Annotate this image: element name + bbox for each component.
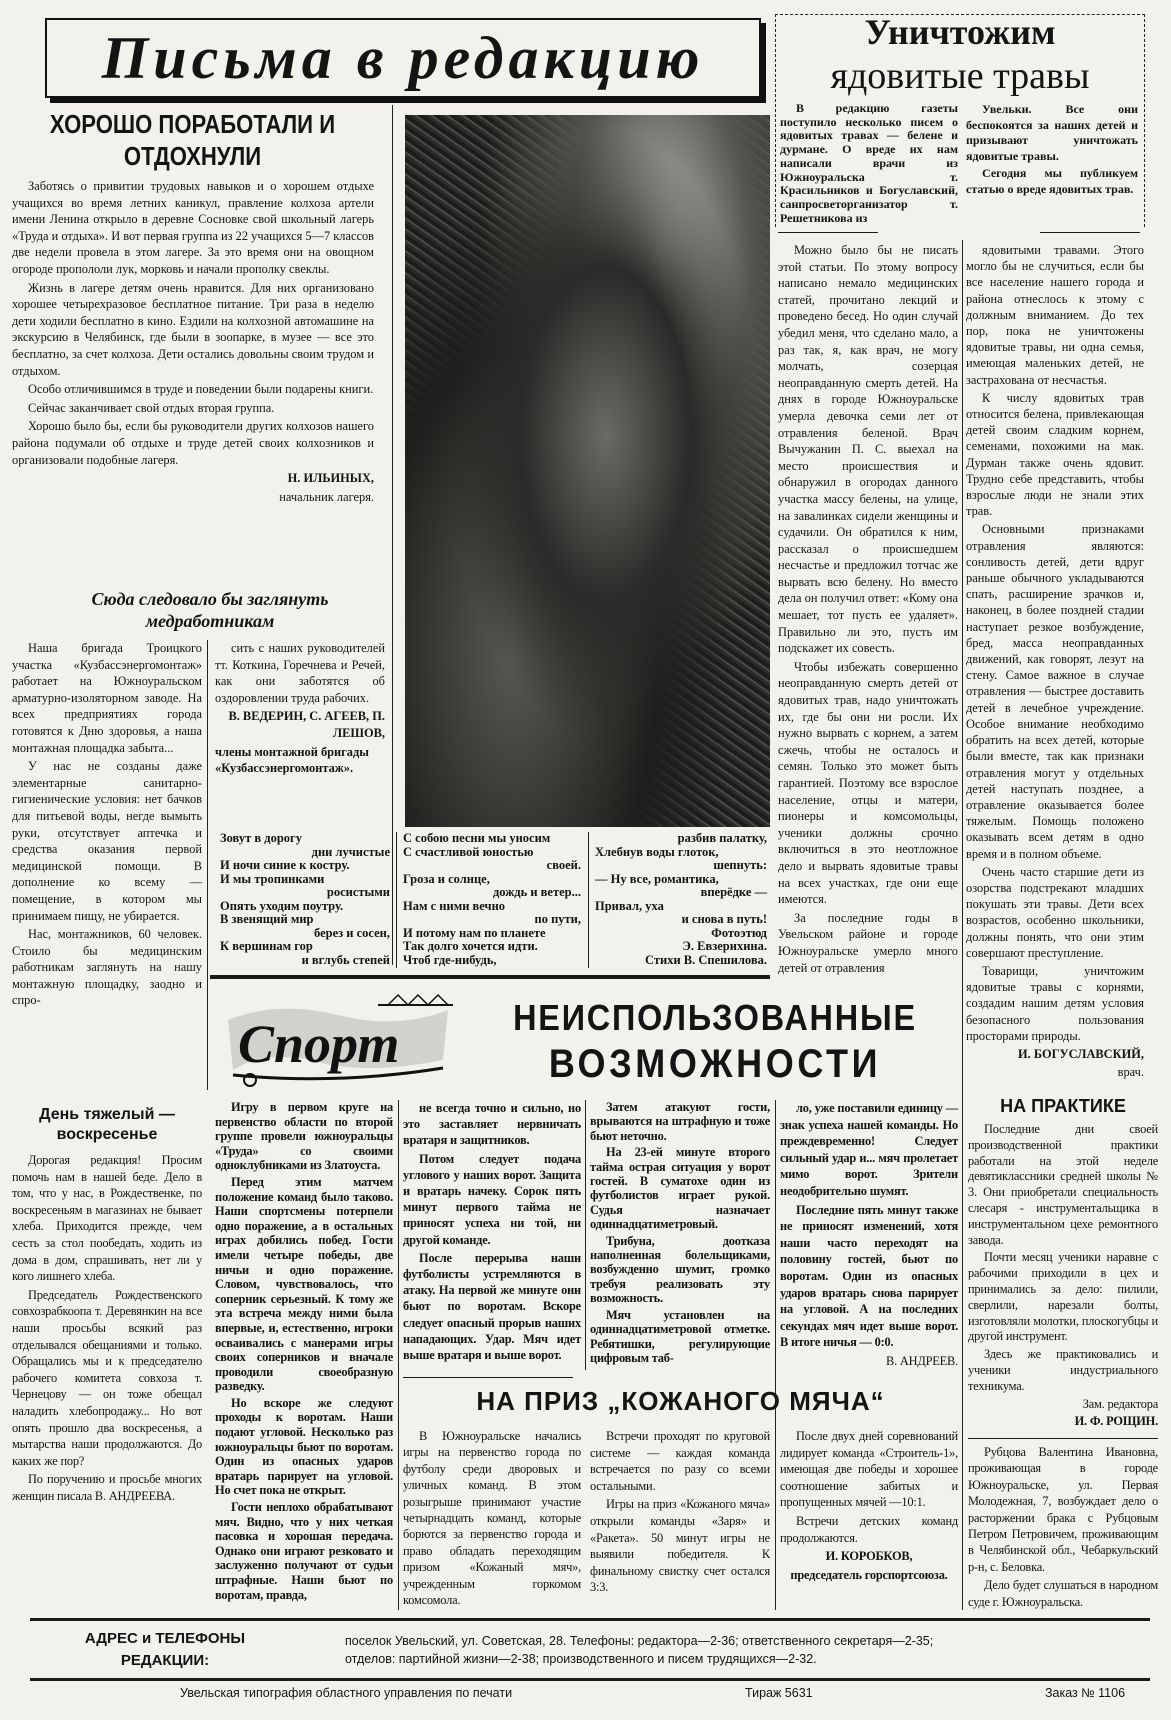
paragraph: Дорогая редакция! Просим помочь нам в нашей беде. Дело в том, что у нас, в Рождественке, по воскресеньям в магазинах не бывает хлеба. Приходится прежде, чем сесть за стол пообедать, ходить из дома в дом, спрашивать, нет ли у кого лишнего хлеба. — [12, 1153, 202, 1284]
paragraphs — [12, 178, 374, 468]
paragraph: Последние дни своей производственной практики работали на этой неделе девятиклассники средней школы № 3. Они приобретали специальность слесаря - инструментальщика в инструментальном цехе ремонтного завода. — [968, 1122, 1158, 1247]
poison-body-col1 — [778, 242, 958, 978]
column-rule — [585, 1100, 586, 1370]
paragraph: После двух дней соревнований лидирует команда «Строитель-1», имеющая две победы и хорошее соотношение забитых и пропущенных мячей —10:1. — [780, 1429, 958, 1510]
poem-line: вперёдке — — [700, 885, 767, 899]
paragraph: Особо отличившимся в труде и поведении были подарены книги. — [28, 382, 374, 397]
poison-signature: И. БОГУСЛАВСКИЙ, — [1018, 1046, 1144, 1061]
paragraph: ядовитыми травами. Этого могло бы не случиться, если бы все население нашего города и района отнеслось к этому с должным вниманием. До тех пор, пока не уничтожены ядовитые травы, ни одна семья, имеющая маленьких детей, не застрахована от несчастья. — [966, 243, 1144, 387]
paragraph: Сейчас заканчивает свой отдых вторая группа. — [28, 400, 275, 415]
divider — [30, 1678, 1150, 1681]
practice-signature: И. Ф. РОЩИН. — [1074, 1414, 1158, 1429]
paragraphs — [780, 1100, 958, 1351]
poem-line: К вершинам гор — [220, 939, 313, 953]
paragraph: Но вскоре же следуют проходы к воротам. Наши подают угловой. Несколько раз южноуральцы бьют по воротам. Один из опасных ударов вратарь парирует на угловой. Но счет пока не открыт. — [215, 1395, 393, 1498]
paragraphs — [215, 640, 385, 706]
poem-line: своей. — [546, 858, 581, 872]
ball-prize-col1 — [403, 1428, 581, 1610]
address-line1: поселок Увельский, ул. Советская, 28. Телефоны: редактора—2-36; ответственного секретаря—2-35; — [345, 1634, 934, 1648]
poem-line: Стихи В. Спешилова. — [645, 952, 767, 967]
paragraph: Гости неплохо обрабатывают мяч. Видно, что у них четкая пасовка и хорошая передача. Однако они играют резковато и заслуженно получают от судьи штрафные. Наши бьют по воротам, правда, — [215, 1500, 393, 1602]
paragraph: Чтобы избежать совершенно неоправданную смерть детей от ядовитых трав, надо уничтожать их, где бы они ни росли. Их нужно вырвать с корнем, а затем сжечь, чтобы не осталось и семян. Только это может быть гарантией. Поэтому все взрослое население, отцы и матери, пионеры и комсомольцы, ученики должны срочно включиться в это неотложное дело и вырвать ядовитые травы на всех участках, где они еще имеются. — [778, 659, 958, 907]
poem-col3 — [595, 832, 767, 967]
medics-article-title: Сюда следовало бы заглянуть медработникам — [91, 589, 329, 631]
paragraph: Последние пять минут также не приносят изменений, хотя наши часто переходят на половину гостей, бьют по воротам. Один из опасных ударов вратарь снова парирует на угловой. А на последних секундах мяч идет выше ворот. В итоге ничья — 0:0. — [780, 1202, 958, 1350]
paragraph: Жизнь в лагере детям очень нравится. Для них организовано хорошее четырехразовое бесплатное питание. Три раза в неделю дети ходили бесплатно в кино. Ездили на колхозной автомашине на экскурсию в Челябинск, где были в зоопарке, в музее — все это бесплатно, за счет колхоза. Дети остались довольны своим трудом и отдыхом. — [12, 280, 374, 378]
section-title-letters: Письма в редакцию — [45, 18, 761, 98]
sport-col3 — [590, 1100, 770, 1367]
poem-line: Гроза и солнце, — [403, 871, 490, 886]
paragraph: сить с наших руководителей тт. Коткина, Горечнева и Речей, как они заботятся об оздоровлении труда рабочих. — [215, 641, 385, 705]
paragraph: Наша бригада Троицкого участка «Кузбассэнергомонтаж» работает на Южноуральском арматурно-изоляторном заводе. На всех предприятиях города готовятся к Дню здоровья, а наша монтажная площадка забыта... — [12, 641, 202, 755]
column-rule — [588, 832, 589, 968]
sport-col4 — [780, 1100, 958, 1372]
paragraph: Игры на приз «Кожаного мяча» открыли команды «Заря» и «Ракета». 50 минут игры не выявили победителя. К финальному свистку счет остался 3:3. — [590, 1497, 770, 1595]
paragraph: Здесь же практиковались и ученики индустриального техникума. — [968, 1347, 1158, 1393]
column-rule — [962, 1090, 963, 1610]
camp-signature-role: начальник лагеря. — [279, 489, 374, 504]
poison-intro-col2 — [966, 102, 1138, 199]
paragraph: На 23-ей минуте второго тайма острая ситуация у ворот гостей. В суматохе один из футболистов играет рукой. Судья назначает одиннадцатиметровый. — [590, 1145, 770, 1232]
paragraph: Затем атакуют гости, врываются на штрафную и тоже бьют неточно. — [590, 1100, 770, 1143]
poem-line: С собою песни мы уносим — [403, 831, 551, 845]
paragraphs — [966, 242, 1144, 1044]
paragraph: Потом следует подача углового у наших ворот. Защита и вратарь начеку. Сорок пять минут первого тайма не приносят успеха ни той, ни другой команде. — [403, 1151, 581, 1247]
paragraphs — [968, 1444, 1158, 1610]
poem-line: Чтоб где-нибудь, — [403, 952, 497, 967]
printer-info: Увельская типография областного управления по печати — [180, 1686, 513, 1700]
ball-prize-title: НА ПРИЗ „КОЖАНОГО МЯЧА“ — [476, 1386, 885, 1416]
poison-title-line1: Уничтожим — [864, 12, 1056, 52]
paragraph: ло, уже поставили единицу — знак успеха нашей команды. Но преждевременно! Следует сильный удар и... мяч пролетает мимо ворот. Зрители неодобрительно шумят. — [780, 1101, 958, 1198]
practice-body — [968, 1122, 1158, 1432]
medics-col2 — [215, 640, 385, 779]
ball-prize-signature: И. КОРОБКОВ, — [825, 1549, 913, 1564]
poison-intro-col1 — [780, 102, 958, 227]
practice-title: НА ПРАКТИКЕ — [1000, 1096, 1126, 1116]
poem-line: разбив палатку, — [677, 831, 767, 845]
divider — [30, 1618, 1150, 1621]
column-rule — [207, 640, 208, 1090]
medics-signature-role: члены монтажной бригады «Кузбассэнергомонтаж». — [215, 744, 369, 776]
paragraph: Трибуна, доотказа наполненная болельщиками, возбужденно шумит, громко требуя реализовать эту возможность. — [590, 1233, 770, 1306]
paragraph: Товарищи, уничтожим ядовитые травы с корнями, создадим нашим детям условия безопасного пользования просторами природы. — [966, 963, 1144, 1043]
poem-line: дни лучистые — [311, 844, 390, 859]
paragraph: Очень часто старшие дети из озорства подстрекают младших покушать эти травы. Дети всех возрастов, особенно школьники, должны понять, что они этим совершают преступление. — [966, 864, 1144, 960]
paragraph: Увельки. Все они беспокоятся за наших детей и призывают уничтожать ядовитые травы. — [966, 102, 1138, 163]
sunday-letter-body — [12, 1152, 202, 1506]
address-label-line1: АДРЕС и ТЕЛЕФОНЫ — [84, 1630, 246, 1647]
column-rule — [396, 832, 397, 968]
sport-col1 — [215, 1100, 393, 1604]
poem-line: Э. Евзерихина. — [682, 939, 767, 953]
column-rule — [398, 1100, 399, 1610]
paragraph: Заботясь о привитии трудовых навыков и о хорошем отдыхе учащихся во время летних каникул, правление колхоза артели имени Ленина открыло в деревне Сосновке свой школьный лагерь «Труда и отдыха». И вот первая группа из 22 учащихся 5—7 классов две недели провела в этом лагере. За это время они на овощном огороде пропололи лук, морковь и начали прополку свеклы. — [12, 179, 375, 276]
camp-signature: Н. ИЛЬИНЫХ, — [287, 471, 374, 486]
column-rule — [962, 240, 963, 1090]
poem-line: Зовут в дорогу — [220, 831, 302, 845]
poem-line: И потому нам по планете — [403, 925, 546, 940]
address-label-line2: РЕДАКЦИИ: — [120, 1652, 210, 1669]
paragraph: Встречи проходят по круговой системе — каждая команда встречается по разу со всеми остальными. — [590, 1429, 770, 1493]
poem-line: Так долго хочется идти. — [403, 939, 538, 953]
divider — [210, 975, 770, 979]
poem-line: шепнуть: — [713, 858, 767, 872]
sport-signature: В. АНДРЕЕВ. — [886, 1353, 958, 1368]
paragraph: В Южноуральске начались игры на первенство города по футболу среди дворовых и уличных команд. В этом розыгрыше принимают участие четырнадцать команд, которые борются за первенство города и право обладать переходящим призом «Кожаный мяч», учрежденным горкомом комсомола. — [403, 1429, 581, 1608]
poem-line: берез и сосен, — [314, 925, 390, 940]
sport-article-title — [495, 995, 936, 1087]
poem-col2 — [403, 832, 581, 967]
poem-line: Фотоэтюд — [711, 925, 767, 940]
paragraphs — [780, 1428, 958, 1546]
medics-col1 — [12, 640, 202, 1011]
paragraphs — [968, 1122, 1158, 1395]
poem-line: росистыми — [326, 885, 390, 899]
camp-article-title: ХОРОШО ПОРАБОТАЛИ И ОТДОХНУЛИ — [49, 109, 336, 171]
paragraph: Нас, монтажников, 60 человек. Стоило бы медицинским работникам заглянуть на нашу монтажную площадку, заодно и спро- — [12, 927, 202, 1008]
paragraph: Дело будет слушаться в народном суде г. Южноуральска. — [968, 1578, 1158, 1609]
divider — [403, 1377, 573, 1378]
paragraph: Основными признаками отравления являются: сонливость детей, дети вдруг раньше обычного укладываются спать, расширение зрачков и, наконец, в более поздней стадии наступает резкое возбуждение, бред, масса неоправданных движений, как говорят, лезут на стену. Самое важное в случае отравления — быстрее доставить детей в лечебное учреждение. Особое внимание необходимо обратить на всех детей, которые были вместе, так как признаки отравления могут у отдельных детей наступать позднее, а отравление оказывается более тяжелым. Помощь положено оказывать всем детям в одно время и в полном объеме. — [966, 522, 1144, 861]
paragraph: У нас не созданы даже элементарные санитарно-гигиенические условия: нет бачков для питьевой воды, негде вымыть руки, отсутствует аптечка и средства оказания первой медицинской помощи. В дополнение ко всему — помещение, в котором мы принимаем пищу, не убирается. — [12, 759, 202, 923]
address-line2: отделов: партийной жизни—2-38; производственного и писем трудящихся—2-32. — [345, 1652, 817, 1666]
paragraphs — [403, 1100, 581, 1363]
paragraphs — [590, 1428, 770, 1596]
medics-signature: В. ВЕДЕРИН, С. АГЕЕВ, П. ЛЕШОВ, — [228, 709, 385, 740]
poem-line: Хлебнув воды глоток, — [595, 844, 719, 859]
paragraphs — [12, 640, 202, 1009]
paragraphs — [590, 1100, 770, 1365]
paragraphs — [12, 1152, 202, 1504]
paragraphs — [403, 1428, 581, 1608]
poem-line: И мы тропинками — [220, 871, 325, 886]
sport-title-line1: НЕИСПОЛЬЗОВАННЫЕ — [513, 997, 917, 1038]
paragraph: За последние годы в Увельском районе и городе Южноуральске умерло много детей от отравления — [778, 910, 958, 975]
paragraph: Мяч установлен на одиннадцатиметровой отметке. Ребятишки, регулирующие цифровым таб- — [590, 1307, 770, 1365]
paragraph: не всегда точно и сильно, но это заставляет нервничать вратаря и защитников. — [403, 1101, 581, 1148]
court-notice — [968, 1444, 1158, 1612]
paragraph: Игру в первом круге на первенство области по второй группе провели южноуральцы «Труда» со своими одноклубниками из Златоуста. — [215, 1100, 393, 1173]
poison-signature-role: врач. — [1117, 1065, 1144, 1080]
poem-line: дождь и ветер... — [492, 885, 581, 899]
poison-body-col2 — [966, 242, 1144, 1082]
paragraphs — [780, 102, 958, 225]
paragraphs — [778, 242, 958, 976]
paragraphs — [966, 102, 1138, 197]
paragraph: К числу ядовитых трав относится белена, привлекающая детей своим сладким корнем, семенами, похожими на мак. Дурман также очень ядовит. Трудно себе представить, чтобы взрослые люди не знали этих трав. — [966, 390, 1144, 519]
photo-hikers — [405, 115, 770, 827]
column-rule — [392, 105, 393, 965]
poem-line: В звенящий мир — [220, 912, 314, 926]
paragraph: Сегодня мы публикуем статью о вреде ядовитых трав. — [966, 166, 1138, 196]
divider — [778, 232, 878, 233]
order-number: Заказ № 1106 — [1045, 1686, 1126, 1700]
ball-prize-col3 — [780, 1428, 958, 1585]
poem-line: И ночи синие к костру. — [220, 858, 350, 872]
sport-title-line2: ВОЗМОЖНОСТИ — [548, 1042, 882, 1086]
circulation: Тираж 5631 — [745, 1686, 813, 1700]
ball-prize-col2 — [590, 1428, 770, 1598]
poison-title-line2: ядовитые травы — [830, 55, 1090, 97]
divider — [1040, 232, 1140, 233]
poem-line: С счастливой юностью — [403, 844, 534, 859]
poem-line: по пути, — [534, 912, 581, 926]
paragraph: После перерыва наши футболисты устремляются в атаку. На первой же минуте они бьют по воротам. Вскоре следует опасный прорыв наших нападающих. Удар. Мяч идет выше вратаря и выше ворот. — [403, 1250, 581, 1363]
camp-article-body — [12, 178, 374, 507]
poem-line: Привал, уха — [595, 898, 664, 913]
paragraph: Встречи детских команд продолжаются. — [780, 1513, 958, 1545]
poem-col1 — [220, 832, 390, 967]
poem-line: и вглубь степей — [301, 952, 390, 967]
poem-line: и снова в путь! — [681, 912, 767, 926]
column-rule — [775, 1100, 776, 1610]
practice-signature-role: Зам. редактора — [1082, 1396, 1158, 1411]
paragraph: Рубцова Валентина Ивановна, проживающая в городе Южноуральске, ул. Первая Молодежная, 7, возбуждает дело о расторжении брака с Рубцовым Петром Петровичем, проживающим в Челябинской обл., Чебаркульский р-н, с. Беловка. — [968, 1445, 1158, 1574]
paragraph: Перед этим матчем положение команд было таково. Наши спортсмены потерпели одно поражение, а в остальных играх добились побед. Гости имели четыре победы, две ничьи и одно поражение. Словом, чувствовалось, что соперник серьезный. К тому же эта встреча между ними была впервые, и, естественно, игроки осваивались с манерами игры своих соперников и вначале проводили своеобразную разведку. — [215, 1174, 393, 1394]
paragraph: Хорошо было бы, если бы руководители других колхозов нашего района подумали об отдыхе и труде детей своих колхозников и организовали подобные лагеря. — [12, 419, 374, 467]
paragraph: Почти месяц ученики наравне с рабочими приходили в цех и принимались за дело: пилили, сверлили, нарезали болты, изготовляли молотки, плоскогубцы и другой инструмент. — [968, 1250, 1158, 1344]
divider — [968, 1438, 1158, 1439]
paragraph: Можно было бы не писать этой статьи. По этому вопросу написано немало медицинских статей, прочитано лекций и проведено бесед. Но один случай убедил меня, что сделано мало, а раз так, я, как врач, не могу молчать, созерцая неоправданную смерть детей. На днях в городе Южноуральске умерла девочка семи лет от отравления беленой. Врач Вычужанин П. С. выехал на место происшествия и обнаружил в огородах данного участка массу белены, на улице, на завалинках сидели женщины и судачили. Он обратился к ним, рассказал о происшедшем несчастье и предложил тотчас же вырвать всю белену. Но вместо дела он получил ответ: «Кому она мешает, тот пусть ее удаляет». Правильно ли это, пусть им подскажет их совесть. — [778, 243, 958, 656]
poem-line: Опять уходим поутру. — [220, 898, 344, 913]
poem-line: Нам с ними вечно — [403, 898, 506, 913]
paragraph: В редакцию газеты поступило несколько писем о ядовитых травах — белене и дурмане. О вреде их нам написали врачи из Южноуральска т. Красильников и Богуславский, санпросветорганизатор т. Решетникова из — [780, 101, 958, 225]
sport-logo-text: Спорт — [238, 1014, 400, 1074]
poem-line: — Ну все, романтика, — [595, 871, 719, 886]
paragraph: По поручению и просьбе многих женщин писала В. АНДРЕЕВА. — [12, 1472, 202, 1503]
paragraphs — [215, 1100, 393, 1602]
ball-prize-signature-role: председатель горспортсоюза. — [790, 1567, 948, 1582]
paragraph: Председатель Рождественского совхозрабкоопа т. Деревянкин на все наши просьбы всякий раз отделывался обещаниями и только. Обращались мы и к председателю рабочего комитета совхоза т. Чернецову — он тоже обещал наладить хлебопродажу... Но вот опять прошло два воскресенья, а мытарства наши продолжаются. До каких же пор? — [12, 1287, 202, 1468]
sunday-letter-title: День тяжелый — воскресенье — [39, 1106, 175, 1143]
sport-logo — [218, 990, 458, 1090]
sport-col2 — [403, 1100, 581, 1365]
